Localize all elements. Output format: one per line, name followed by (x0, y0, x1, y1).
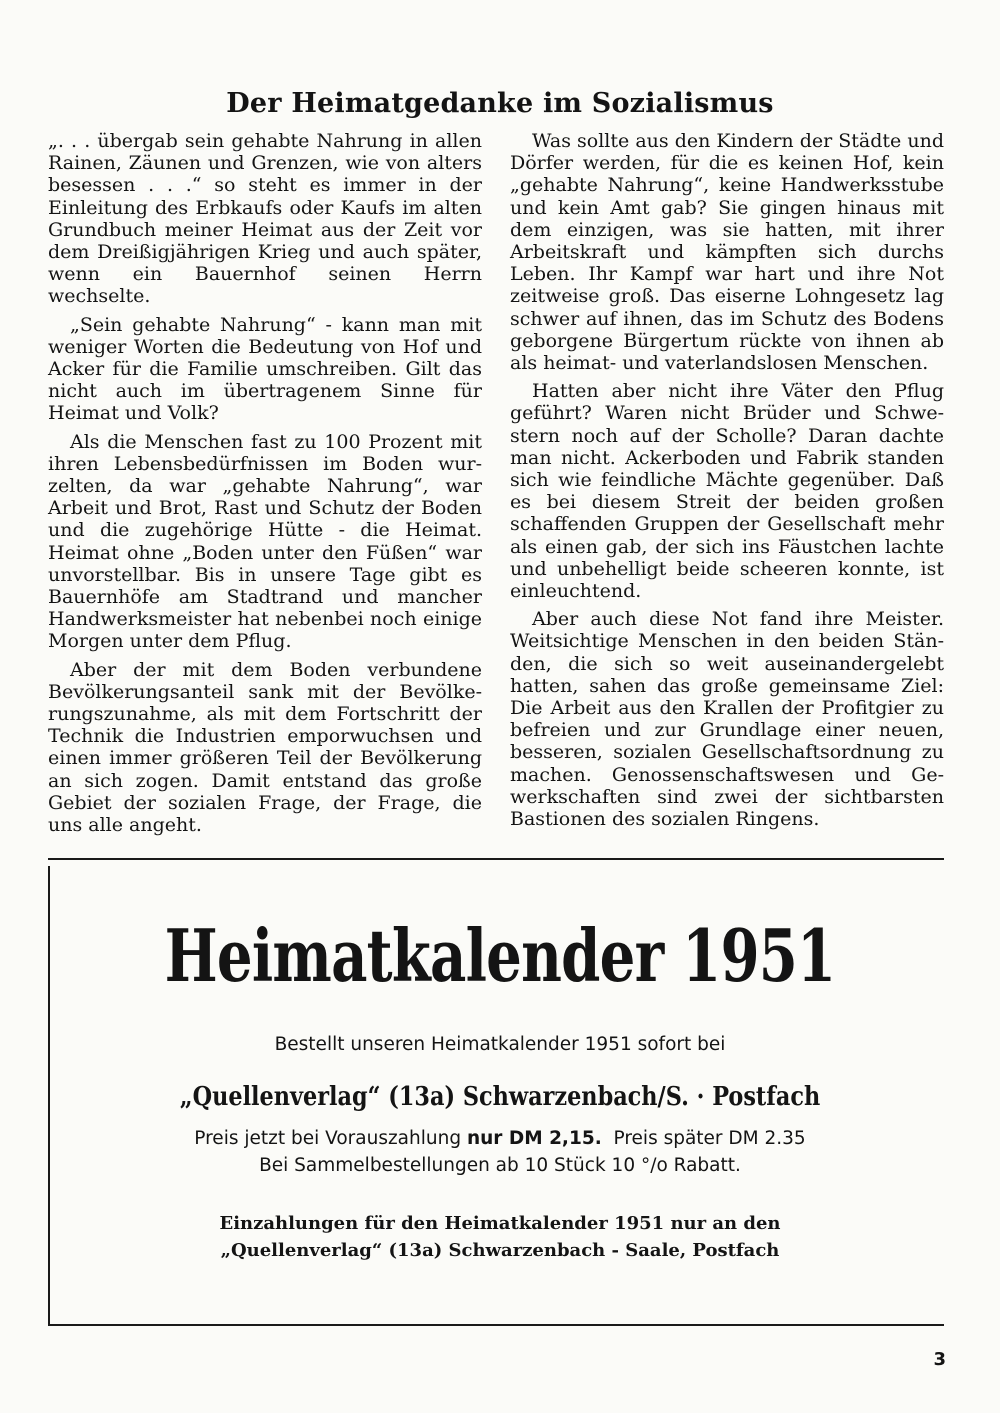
paragraph: Was sollte aus den Kindern der Städte und Dörfer werden, für die es keinen Hof, kein „gehabte Nahrung“, keine Handwerksstube und kein Amt gab? Sie gingen hinaus mit dem einzigen, was sie hatten, mit ihrer Arbeitskraft und kämpften sich durchs Leben. Ihr Kampf war hart und ihre Not zeitweise groß. Das eiserne Lohngesetz lag schwer auf ihnen, das im Schutz des Bodens geborgene Bürgertum rückte von ihnen ab als heimat- und vaterlandslosen Menschen. (510, 130, 944, 375)
price-prefix: Preis jetzt bei Vorauszahlung (194, 1128, 467, 1149)
article-left-column (48, 130, 482, 842)
paragraph: Hatten aber nicht ihre Väter den Pflug geführt? Waren nicht Brüder und Schwestern noch auf der Scholle? Daran dachte man nicht. Ackerboden und Fabrik standen sich wie feindliche Mächte gegenüber. Daß es bei diesem Streit der beiden großen schaffenden Gruppen der Gesellschaft mehr als einen gab, der sich ins Fäustchen lachte und unbehelligt beide scheeren konnte, ist einleuchtend. (510, 380, 944, 603)
paragraph: „. . . übergab sein gehabte Nahrung in allen Rainen, Zäunen und Grenzen, wie von alters besessen . . .“ so steht es immer in der Einleitung des Erbkaufs oder Kaufs im alten Grundbuch meiner Heimat aus der Zeit vor dem Dreißigjährigen Krieg und auch später, wenn ein Bauernhof seinen Herrn wechselte. (48, 130, 482, 308)
advert-bottom-rule (48, 1324, 944, 1326)
advert-price-line (0, 1128, 1000, 1149)
advert-publisher: „Quellenverlag“ (13a) Schwarzenbach/S. · Postfach (179, 1082, 821, 1112)
advert-order-line: Bestellt unseren Heimatkalender 1951 sofort bei (274, 1034, 726, 1055)
paragraph: Als die Menschen fast zu 100 Prozent mit ihren Lebensbedürfnissen im Boden wurzelten, da war „gehabte Nahrung“, war Arbeit und Brot, Rast und Schutz der Boden und die zugehörige Hütte - die Heimat. Heimat ohne „Boden unter den Füßen“ war unvorstellbar. Bis in unsere Tage gibt es Bauernhöfe am Stadtrand und mancher Handwerksmeister hat nebenbei noch einige Morgen unter dem Pflug. (48, 430, 482, 653)
advert-bulk-line: Bei Sammelbestellungen ab 10 Stück 10 °/o Rabatt. (259, 1155, 741, 1176)
page-number: 3 (933, 1349, 946, 1370)
article-title: Der Heimatgedanke im Sozialismus (226, 88, 774, 119)
advert-title: Heimatkalender 1951 (164, 913, 836, 998)
paragraph: „Sein gehabte Nahrung“ - kann man mit weniger Worten die Bedeutung von Hof und Acker für die Familie umschreiben. Gilt das nicht auch im übertragenem Sinne für Heimat und Volk? (48, 313, 482, 425)
paragraph: Aber der mit dem Boden verbundene Bevölkerungsanteil sank mit der Bevölkerungszunahme, als mit dem Fortschritt der Technik die Industrien emporwuchsen und einen immer größeren Teil der Bevölkerung an sich zogen. Damit entstand das große Gebiet der sozialen Frage, der Frage, die uns alle angeht. (48, 658, 482, 837)
advert-payment-line-2: „Quellenverlag“ (13a) Schwarzenbach - Saale, Postfach (220, 1240, 780, 1261)
article-right-column (510, 130, 944, 836)
price-later: Preis später DM 2.35 (601, 1128, 806, 1149)
paragraph: Aber auch diese Not fand ihre Meister. Weitsichtige Menschen in den beiden Ständen, die sich so weit auseinandergelebt hatten, sahen das große gemeinsame Ziel: Die Arbeit aus den Krallen der Profitgier zu befreien und zur Grundlage einer neuen, besseren, sozialen Gesellschaftsordnung zu machen. Genossenschaftswesen und Gewerkschaften sind zwei der sichtbarsten Bastionen des sozialen Ringens. (510, 608, 944, 831)
advert-payment-line-1: Einzahlungen für den Heimatkalender 1951 nur an den (219, 1213, 781, 1234)
price-advance: nur DM 2,15. (466, 1128, 602, 1149)
advert-top-rule (48, 858, 944, 860)
